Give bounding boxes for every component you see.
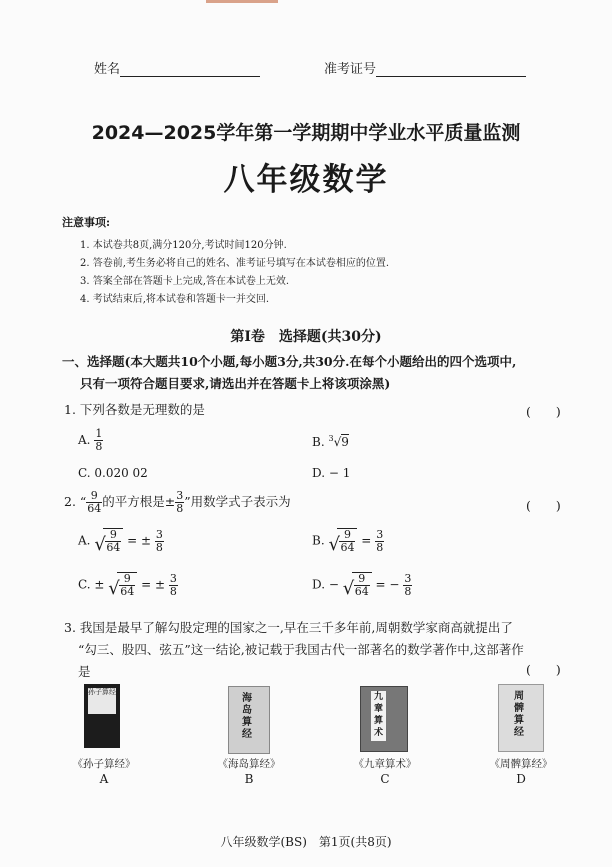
book-cover-b[interactable]	[228, 686, 270, 754]
name-label: 姓名	[94, 62, 121, 77]
exam-id-blank[interactable]	[376, 62, 526, 77]
option-letter-a[interactable]: A	[99, 772, 109, 786]
book-caption-c: 《九章算术》	[353, 758, 417, 770]
q2-option-c[interactable]: C. ± √ $\frac{9}{64}$ = ± $\frac{3}{8}$	[78, 571, 177, 599]
fraction: $\frac{1}{8}$	[95, 427, 103, 453]
page-footer: 八年级数学(BS) 第1页(共8页)	[220, 835, 392, 849]
name-field	[94, 58, 260, 77]
exam-id-label: 准考证号	[324, 62, 377, 77]
notice-item: 2. 答卷前,考生务必将自己的姓名、准考证号填写在本试卷相应的位置.	[80, 258, 390, 269]
square-root: √ $\frac{9}{64}$	[328, 528, 357, 554]
book-cover-d[interactable]	[498, 684, 544, 752]
q2-stem: 2. “ $\frac{9}{64}$ 的平方根是± $\frac{3}{8}$ ”用数学式子表示为	[64, 489, 291, 515]
section-title: 第Ⅰ卷 选择题(共30分)	[230, 329, 382, 345]
q1-option-b[interactable]: B. $^3$√9	[312, 434, 349, 449]
option-letter-c[interactable]: C	[380, 772, 390, 786]
q2-option-a[interactable]: A. √ $\frac{9}{64}$ = ± $\frac{3}{8}$	[78, 527, 163, 555]
q2-answer-paren[interactable]: ( )	[526, 498, 561, 513]
q1-option-c[interactable]: C. 0.020 02	[78, 466, 148, 480]
q1-option-a[interactable]: A. $\frac{1}{8}$	[78, 427, 103, 453]
book-title-label: 孙子算经	[88, 688, 116, 714]
top-edge-mark	[206, 0, 278, 3]
name-blank[interactable]	[120, 62, 260, 77]
notice-item: 1. 本试卷共8页,满分120分,考试时间120分钟.	[80, 240, 287, 251]
book-title-label: 周髀算经	[514, 691, 524, 738]
square-root: √ $\frac{9}{64}$	[343, 572, 372, 598]
square-root: √ $\frac{9}{64}$	[108, 572, 137, 598]
q3-stem-line: 是	[78, 664, 91, 679]
book-caption-b: 《海岛算经》	[217, 758, 281, 770]
radical-sign: √	[333, 435, 342, 449]
q3-answer-paren[interactable]: ( )	[526, 662, 561, 677]
root-index: 3	[328, 434, 334, 443]
option-letter-b[interactable]: B	[244, 772, 254, 786]
subject-title: 八年级数学	[223, 162, 389, 198]
notice-heading: 注意事项:	[62, 216, 111, 229]
square-root: √ $\frac{9}{64}$	[94, 528, 123, 554]
section-intro: 只有一项符合题目要求,请选出并在答题卡上将该项涂黑)	[80, 376, 391, 391]
book-caption-a: 《孙子算经》	[72, 758, 136, 770]
q2-option-d[interactable]: D. − √ $\frac{9}{64}$ = − $\frac{3}{8}$	[312, 571, 412, 599]
q1-option-d[interactable]: D. − 1	[312, 466, 351, 480]
radicand: 9	[341, 435, 349, 449]
q3-stem-line: 3. 我国是最早了解勾股定理的国家之一,早在三千多年前,周朝数学家商高就提出了	[64, 620, 513, 635]
notice-item: 3. 答案全部在答题卡上完成,答在本试卷上无效.	[80, 276, 290, 287]
q3-stem-line: “勾三、股四、弦五”这一结论,被记载于我国古代一部著名的数学著作中,这部著作	[78, 642, 524, 657]
book-cover-a[interactable]	[84, 684, 120, 748]
book-caption-d: 《周髀算经》	[489, 758, 553, 770]
notice-item: 4. 考试结束后,将本试卷和答题卡一并交回.	[80, 294, 270, 305]
exam-id-field	[324, 58, 526, 77]
book-title-label: 九章算术	[371, 691, 386, 741]
q2-option-b[interactable]: B. √ $\frac{9}{64}$ = $\frac{3}{8}$	[312, 527, 384, 555]
book-cover-c[interactable]	[360, 686, 408, 752]
q1-stem: 1. 下列各数是无理数的是	[64, 402, 205, 417]
option-letter-d[interactable]: D	[516, 772, 526, 786]
q1-answer-paren[interactable]: ( )	[526, 404, 561, 419]
book-title-label: 海岛算经	[242, 693, 252, 740]
section-intro: 一、选择题(本大题共10个小题,每小题3分,共30分.在每个小题给出的四个选项中,	[62, 354, 517, 369]
exam-title: 2024—2025学年第一学期期中学业水平质量监测	[91, 122, 521, 144]
